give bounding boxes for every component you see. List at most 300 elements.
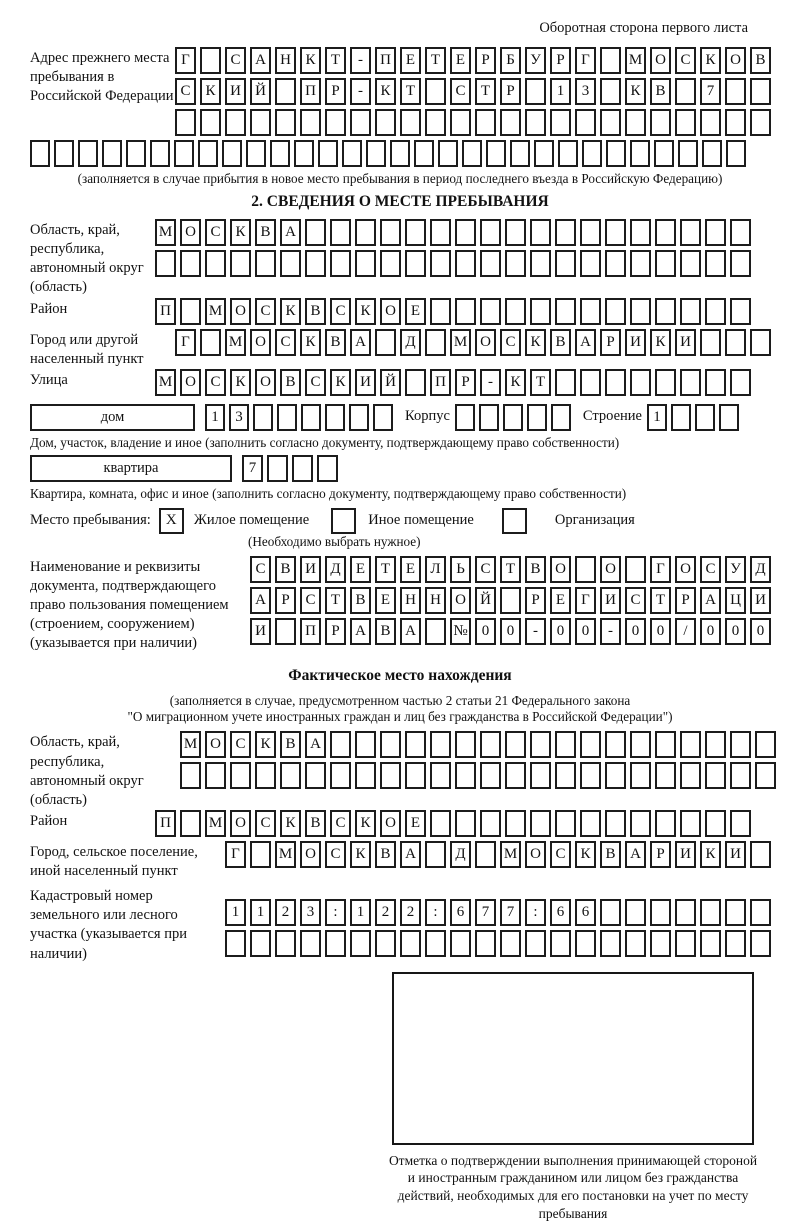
char-box: С [305, 369, 326, 396]
char-box: М [180, 731, 201, 758]
char-box [280, 762, 301, 789]
char-box: О [475, 329, 496, 356]
char-box [430, 250, 451, 277]
street-label: Улица [30, 371, 68, 388]
char-box [605, 250, 626, 277]
char-box [630, 219, 651, 246]
char-box [205, 250, 226, 277]
char-box [605, 369, 626, 396]
char-box [480, 298, 501, 325]
char-box [200, 109, 221, 136]
char-box: К [200, 78, 221, 105]
region-label: Область, край, республика, автономный округ (область) [30, 222, 144, 296]
char-box: М [155, 369, 176, 396]
char-box [380, 762, 401, 789]
char-box [580, 250, 601, 277]
char-box: Р [500, 78, 521, 105]
char-box [305, 219, 326, 246]
char-box: Н [425, 587, 446, 614]
char-box [430, 219, 451, 246]
previous-address-block [30, 47, 770, 140]
char-box [527, 404, 547, 431]
char-box [730, 298, 751, 325]
char-box [54, 140, 74, 167]
char-box [575, 930, 596, 957]
char-box [480, 250, 501, 277]
char-box [725, 78, 746, 105]
char-box [750, 329, 771, 356]
char-box [486, 140, 506, 167]
char-box [730, 810, 751, 837]
char-box [555, 731, 576, 758]
char-box [255, 762, 276, 789]
char-box [705, 298, 726, 325]
char-box: А [625, 841, 646, 868]
char-box: С [300, 587, 321, 614]
char-box [230, 250, 251, 277]
actual-location-note-1: (заполняется в случае, предусмотренном частью 2 статьи 21 Федерального закона [169, 693, 631, 709]
char-box: 6 [575, 899, 596, 926]
actual-district-row [30, 810, 770, 841]
char-box [430, 810, 451, 837]
char-box [550, 930, 571, 957]
previous-address-row-2 [175, 78, 775, 105]
char-box: О [230, 810, 251, 837]
char-box: Р [455, 369, 476, 396]
char-box [650, 930, 671, 957]
char-box [705, 762, 726, 789]
char-box [655, 250, 676, 277]
char-box [275, 78, 296, 105]
char-box: 2 [400, 899, 421, 926]
char-box: М [500, 841, 521, 868]
char-box [455, 404, 475, 431]
char-box: Д [450, 841, 471, 868]
char-box [380, 219, 401, 246]
char-box [525, 78, 546, 105]
char-box: О [380, 810, 401, 837]
char-box: Р [475, 47, 496, 74]
char-box: С [330, 298, 351, 325]
region-boxes [155, 219, 755, 281]
char-box [200, 47, 221, 74]
char-box: Ь [450, 556, 471, 583]
stay-type-label: Место пребывания: [30, 512, 151, 529]
char-box: К [505, 369, 526, 396]
char-box [280, 250, 301, 277]
char-box [325, 404, 345, 431]
char-box: О [725, 47, 746, 74]
char-box [650, 899, 671, 926]
char-box: Т [500, 556, 521, 583]
previous-address-row-1 [175, 47, 775, 74]
char-box [425, 930, 446, 957]
char-box: Т [325, 47, 346, 74]
char-box [605, 762, 626, 789]
char-box: Р [600, 329, 621, 356]
char-box: С [205, 219, 226, 246]
char-box [695, 404, 715, 431]
char-box [678, 140, 698, 167]
stay-option-other-label: Иное помещение [368, 512, 474, 529]
street-boxes [155, 369, 755, 396]
char-box: С [475, 556, 496, 583]
char-box: : [525, 899, 546, 926]
char-box: 1 [225, 899, 246, 926]
char-box [255, 250, 276, 277]
char-box [480, 762, 501, 789]
char-box [425, 841, 446, 868]
char-box: В [280, 731, 301, 758]
stamp-note: Отметка о подтверждении выполнения принимающей стороной и иностранным гражданином или лицом без гражданства действий, необходимых для его постановки на учет по месту пребывания [388, 1152, 758, 1222]
char-box: Л [425, 556, 446, 583]
char-box [530, 298, 551, 325]
char-box: Е [405, 298, 426, 325]
char-box [680, 369, 701, 396]
char-box: С [255, 298, 276, 325]
char-box [450, 930, 471, 957]
char-box: Т [425, 47, 446, 74]
char-box [600, 109, 621, 136]
char-box: Д [750, 556, 771, 583]
char-box [675, 109, 696, 136]
city-label: Город или другой населенный пункт [30, 331, 144, 367]
region-row-2 [155, 250, 755, 277]
char-box [330, 250, 351, 277]
char-box [580, 369, 601, 396]
char-box [580, 762, 601, 789]
char-box: М [450, 329, 471, 356]
char-box [558, 140, 578, 167]
char-box: С [325, 841, 346, 868]
char-box [555, 250, 576, 277]
char-box [246, 140, 266, 167]
char-box [425, 109, 446, 136]
char-box [505, 731, 526, 758]
char-box: Г [175, 47, 196, 74]
char-box [655, 762, 676, 789]
char-box: О [650, 47, 671, 74]
char-box [305, 762, 326, 789]
char-box: Й [475, 587, 496, 614]
previous-address-boxes [175, 47, 775, 140]
korpus-boxes [455, 404, 575, 431]
char-box [503, 404, 523, 431]
char-box [705, 369, 726, 396]
char-box: В [255, 219, 276, 246]
actual-city-row [30, 841, 770, 881]
char-box [30, 140, 50, 167]
char-box [630, 298, 651, 325]
char-box: А [305, 731, 326, 758]
char-box: К [230, 219, 251, 246]
char-box: - [525, 618, 546, 645]
char-box: Д [400, 329, 421, 356]
char-box: И [225, 78, 246, 105]
char-box [480, 810, 501, 837]
char-box: М [225, 329, 246, 356]
char-box [438, 140, 458, 167]
char-box: Г [575, 47, 596, 74]
char-box: 7 [475, 899, 496, 926]
char-box [550, 109, 571, 136]
char-box [400, 930, 421, 957]
char-box: П [375, 47, 396, 74]
char-box [719, 404, 739, 431]
house-labelbox: дом [30, 404, 195, 431]
char-box [730, 219, 751, 246]
char-box [650, 109, 671, 136]
page-side-note: Оборотная сторона первого листа [539, 20, 748, 36]
char-box: 0 [550, 618, 571, 645]
char-box: С [225, 47, 246, 74]
char-box [400, 109, 421, 136]
char-box [480, 219, 501, 246]
stay-option-residential-checkbox: X [159, 508, 184, 534]
char-box: И [300, 556, 321, 583]
char-box: И [725, 841, 746, 868]
char-box [455, 250, 476, 277]
char-box: Т [530, 369, 551, 396]
char-box [725, 899, 746, 926]
char-box: С [175, 78, 196, 105]
char-box [705, 810, 726, 837]
char-box: Т [400, 78, 421, 105]
char-box [475, 930, 496, 957]
char-box: М [275, 841, 296, 868]
char-box: П [155, 298, 176, 325]
char-box: В [275, 556, 296, 583]
char-box [180, 250, 201, 277]
char-box [155, 250, 176, 277]
char-box [102, 140, 122, 167]
char-box: П [300, 618, 321, 645]
stay-option-organization-checkbox [502, 508, 527, 534]
char-box [555, 298, 576, 325]
char-box: Ц [725, 587, 746, 614]
char-box: М [205, 810, 226, 837]
char-box [671, 404, 691, 431]
char-box [730, 250, 751, 277]
char-box: К [255, 731, 276, 758]
char-box: С [275, 329, 296, 356]
stay-type-note: (Необходимо выбрать нужное) [248, 533, 421, 549]
char-box [630, 140, 650, 167]
char-box [126, 140, 146, 167]
char-box [500, 587, 521, 614]
char-box [675, 78, 696, 105]
char-box [479, 404, 499, 431]
stamp-box [392, 972, 754, 1145]
char-box [267, 455, 288, 482]
char-box: 0 [625, 618, 646, 645]
char-box [630, 731, 651, 758]
char-box [582, 140, 602, 167]
char-box [475, 841, 496, 868]
char-box: : [325, 899, 346, 926]
house-boxes [205, 404, 397, 431]
char-box [702, 140, 722, 167]
char-box [530, 731, 551, 758]
char-box: О [230, 298, 251, 325]
char-box: 1 [647, 404, 667, 431]
document-boxes [250, 556, 775, 649]
street-row [30, 369, 770, 400]
previous-address-note: (заполняется в случае прибытия в новое место пребывания в период последнего въезда в Российскую Федерацию) [77, 171, 723, 186]
char-box [275, 109, 296, 136]
char-box: 7 [700, 78, 721, 105]
char-box [605, 298, 626, 325]
char-box: С [255, 810, 276, 837]
char-box [455, 762, 476, 789]
char-box: Г [225, 841, 246, 868]
apartment-row [30, 455, 770, 486]
actual-district-boxes [155, 810, 755, 837]
cadastre-row-1 [225, 899, 775, 926]
char-box: А [400, 618, 421, 645]
char-box: 2 [275, 899, 296, 926]
char-box [294, 140, 314, 167]
char-box: А [280, 219, 301, 246]
char-box [270, 140, 290, 167]
char-box: В [325, 329, 346, 356]
char-box [680, 810, 701, 837]
char-box: В [525, 556, 546, 583]
char-box: С [500, 329, 521, 356]
char-box [425, 329, 446, 356]
document-row-1 [250, 556, 775, 583]
char-box [180, 298, 201, 325]
char-box: Р [525, 587, 546, 614]
char-box [230, 762, 251, 789]
char-box: 1 [550, 78, 571, 105]
region-row-1 [155, 219, 755, 246]
char-box: К [300, 329, 321, 356]
char-box [317, 455, 338, 482]
char-box: В [305, 810, 326, 837]
char-box [462, 140, 482, 167]
char-box: К [650, 329, 671, 356]
char-box [277, 404, 297, 431]
char-box: А [400, 841, 421, 868]
previous-address-row-3 [175, 109, 775, 136]
char-box [355, 762, 376, 789]
char-box: 3 [229, 404, 249, 431]
char-box: А [350, 618, 371, 645]
char-box: Р [325, 78, 346, 105]
char-box [600, 78, 621, 105]
char-box: Б [500, 47, 521, 74]
house-row [30, 404, 770, 435]
char-box [605, 731, 626, 758]
char-box: Н [275, 47, 296, 74]
actual-region-row [30, 731, 770, 810]
char-box [414, 140, 434, 167]
char-box: О [180, 369, 201, 396]
char-box: Й [380, 369, 401, 396]
document-row-3 [250, 618, 775, 645]
char-box [330, 731, 351, 758]
region-row [30, 219, 770, 298]
char-box [455, 219, 476, 246]
city-row [30, 329, 770, 369]
char-box [250, 930, 271, 957]
char-box [730, 762, 751, 789]
char-box [630, 762, 651, 789]
char-box [455, 298, 476, 325]
char-box [430, 762, 451, 789]
char-box [225, 930, 246, 957]
char-box: Р [675, 587, 696, 614]
char-box [530, 219, 551, 246]
char-box: О [300, 841, 321, 868]
char-box [174, 140, 194, 167]
char-box: У [525, 47, 546, 74]
actual-region-row-1 [180, 731, 780, 758]
char-box [630, 250, 651, 277]
char-box: О [600, 556, 621, 583]
char-box [600, 930, 621, 957]
char-box [655, 219, 676, 246]
char-box: А [250, 47, 271, 74]
char-box [355, 731, 376, 758]
char-box [180, 762, 201, 789]
char-box [600, 899, 621, 926]
char-box: К [355, 810, 376, 837]
char-box: 0 [750, 618, 771, 645]
char-box [330, 762, 351, 789]
char-box [730, 731, 751, 758]
char-box [755, 762, 776, 789]
char-box [575, 109, 596, 136]
char-box: К [280, 810, 301, 837]
char-box [725, 109, 746, 136]
char-box [205, 762, 226, 789]
char-box: 1 [205, 404, 225, 431]
char-box: Е [400, 47, 421, 74]
house-note: Дом, участок, владение и иное (заполнить согласно документу, подтверждающему право собственности) [30, 434, 620, 450]
char-box [625, 109, 646, 136]
char-box [505, 298, 526, 325]
char-box: О [255, 369, 276, 396]
char-box: Д [325, 556, 346, 583]
char-box: Т [475, 78, 496, 105]
char-box: Р [550, 47, 571, 74]
char-box [355, 250, 376, 277]
char-box [580, 731, 601, 758]
char-box: О [250, 329, 271, 356]
char-box: А [250, 587, 271, 614]
char-box [505, 762, 526, 789]
char-box: Е [550, 587, 571, 614]
char-box: Е [400, 556, 421, 583]
char-box [180, 810, 201, 837]
char-box [275, 618, 296, 645]
char-box [555, 369, 576, 396]
char-box [625, 899, 646, 926]
char-box [505, 250, 526, 277]
char-box [605, 810, 626, 837]
char-box [430, 298, 451, 325]
char-box [380, 250, 401, 277]
char-box: С [205, 369, 226, 396]
char-box: А [700, 587, 721, 614]
korpus-label: Корпус [405, 407, 450, 424]
char-box: 1 [350, 899, 371, 926]
char-box [606, 140, 626, 167]
char-box [525, 109, 546, 136]
char-box: О [380, 298, 401, 325]
